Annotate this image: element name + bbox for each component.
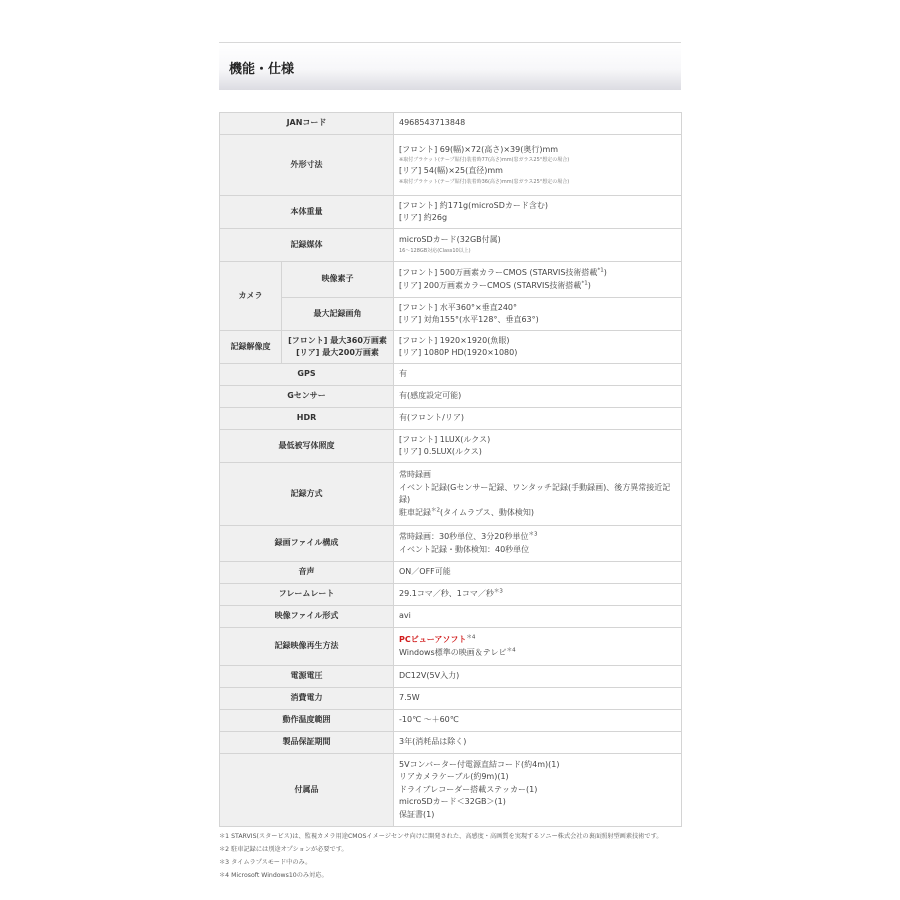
row-format	[220, 606, 682, 628]
angle-rear: [リア] 対角155°(水平128°、垂直63°)	[399, 315, 539, 324]
weight-rear: [リア] 約26g	[399, 213, 448, 222]
row-value: 有	[394, 364, 682, 386]
row-voltage	[220, 666, 682, 688]
row-warranty	[220, 732, 682, 754]
accessory-item: ドライブレコーダー搭載ステッカー(1)	[399, 784, 538, 794]
row-value: ON／OFF可能	[394, 562, 682, 584]
footnote: ＊3 タイムラプスモード中のみ。	[219, 859, 312, 866]
dims-rear-note: ※取付ブラケット(テープ貼付)装着時36(高さ)mm(窓ガラス25°想定の場合)	[399, 178, 570, 185]
row-label: 記録媒体	[220, 229, 394, 262]
playback-line: Windows標準の映画＆テレビ$^{*4}$	[399, 646, 516, 657]
row-value	[394, 262, 682, 298]
row-file	[220, 526, 682, 562]
row-label: 最大記録画角	[282, 298, 394, 331]
row-value	[394, 196, 682, 229]
row-label: 動作温度範囲	[220, 710, 394, 732]
row-gps	[220, 364, 682, 386]
row-label: 消費電力	[220, 688, 394, 710]
row-label: Gセンサー	[220, 386, 394, 408]
row-camera-angle	[220, 298, 682, 331]
footnote: ＊4 Microsoft Windows10のみ対応。	[219, 872, 328, 879]
row-audio	[220, 562, 682, 584]
footnotes	[219, 832, 681, 880]
sensor-front: [フロント] 500万画素カラーCMOS (STARVIS技術搭載$^{*1}$)	[399, 267, 607, 277]
accessory-item: microSDカード＜32GB＞(1)	[399, 797, 506, 807]
row-label: 映像素子	[282, 262, 394, 298]
row-label: 最低被写体照度	[220, 430, 394, 463]
method-line: 常時録画	[399, 470, 431, 479]
row-resolution	[220, 331, 682, 364]
angle-front: [フロント] 水平360°×垂直240°	[399, 302, 518, 312]
row-lux	[220, 430, 682, 463]
row-value	[394, 754, 682, 827]
row-label: 外形寸法	[220, 135, 394, 196]
lux-front: [フロント] 1LUX(ルクス)	[399, 434, 491, 444]
row-label: 電源電圧	[220, 666, 394, 688]
row-label: 記録解像度	[220, 331, 282, 364]
sensor-rear: [リア] 200万画素カラーCMOS (STARVIS技術搭載$^{*1}$)	[399, 279, 591, 290]
row-label: 製品保証期間	[220, 732, 394, 754]
row-camera-sensor	[220, 262, 682, 298]
row-label: 録画ファイル構成	[220, 526, 394, 562]
method-line: 駐車記録$^{*2}$(タイムラプス、動体検知)	[399, 506, 535, 517]
row-label: 付属品	[220, 754, 394, 827]
row-power	[220, 688, 682, 710]
dims-front: [フロント] 69(幅)×72(高さ)×39(奥行)mm	[399, 144, 559, 154]
row-label: 記録映像再生方法	[220, 628, 394, 666]
row-value	[394, 331, 682, 364]
row-playback	[220, 628, 682, 666]
accessory-item: リアカメラケーブル(約9m)(1)	[399, 772, 509, 782]
row-frame	[220, 584, 682, 606]
weight-front: [フロント] 約171g(microSDカード含む)	[399, 200, 549, 210]
row-hdr	[220, 408, 682, 430]
row-value: DC12V(5V入力)	[394, 666, 682, 688]
resolution-sub-label: [フロント] 最大360万画素 [リア] 最大200万画素	[282, 331, 394, 364]
row-value	[394, 298, 682, 331]
resolution-rear: [リア] 1080P HD(1920×1080)	[399, 348, 518, 357]
row-label: フレームレート	[220, 584, 394, 606]
row-gsensor	[220, 386, 682, 408]
footnote: ＊1 STARVIS(スタービス)は、監視カメラ用途CMOSイメージセンサ向けに開発された、高感度・高画質を実現するソニー株式会社の裏面照射型画素技術です。	[219, 833, 663, 840]
row-label: 記録方式	[220, 463, 394, 526]
row-value: 3年(消耗品は除く)	[394, 732, 682, 754]
row-value: 有(フロント/リア)	[394, 408, 682, 430]
spec-table	[219, 112, 682, 827]
row-value: 有(感度設定可能)	[394, 386, 682, 408]
footnote: ＊2 駐車記録には別途オプションが必要です。	[219, 846, 348, 853]
pc-viewer-link[interactable]: PCビューアソフト$^{*4}$	[399, 634, 476, 644]
top-divider	[219, 42, 681, 43]
row-value	[394, 135, 682, 196]
row-label: 音声	[220, 562, 394, 584]
row-method	[220, 463, 682, 526]
file-line: 常時録画：30秒単位、3分20秒単位$^{*3}$	[399, 531, 538, 541]
row-value	[394, 526, 682, 562]
method-line: イベント記録(Gセンサー記録、ワンタッチ記録(手動録画)、後方異常接近記録)	[399, 482, 671, 504]
accessory-item: 保証書(1)	[399, 809, 435, 819]
camera-group-label: カメラ	[220, 262, 282, 331]
row-jan	[220, 113, 682, 135]
media-note: 16～128GB対応(Class10以上)	[399, 247, 471, 254]
row-weight	[220, 196, 682, 229]
row-value: avi	[394, 606, 682, 628]
row-label: HDR	[220, 408, 394, 430]
row-label: 本体重量	[220, 196, 394, 229]
dims-front-note: ※取付ブラケット(テープ貼付)装着時77(高さ)mm(窓ガラス25°想定の場合)	[399, 157, 570, 163]
row-value	[394, 463, 682, 526]
row-value: 4968543713848	[394, 113, 682, 135]
spec-section	[219, 42, 681, 884]
row-media	[220, 229, 682, 262]
lux-rear: [リア] 0.5LUX(ルクス)	[399, 447, 482, 456]
section-title: 機能・仕様	[219, 44, 681, 90]
row-value: 7.5W	[394, 688, 682, 710]
resolution-front: [フロント] 1920×1920(魚眼)	[399, 335, 510, 345]
dims-rear: [リア] 54(幅)×25(直径)mm	[399, 166, 503, 175]
row-label: GPS	[220, 364, 394, 386]
row-temp	[220, 710, 682, 732]
row-value	[394, 430, 682, 463]
accessory-item: 5Vコンバーター付電源直結コード(約4m)(1)	[399, 759, 560, 769]
row-accessories	[220, 754, 682, 827]
file-line: イベント記録・動体検知：40秒単位	[399, 544, 530, 554]
row-value	[394, 229, 682, 262]
media-value: microSDカード(32GB付属)	[399, 235, 501, 245]
row-value: -10℃ ～＋60℃	[394, 710, 682, 732]
row-label: JANコード	[220, 113, 394, 135]
row-value	[394, 628, 682, 666]
row-dimensions	[220, 135, 682, 196]
row-label: 映像ファイル形式	[220, 606, 394, 628]
row-value: 29.1コマ／秒、1コマ／秒$^{*3}$	[394, 584, 682, 606]
